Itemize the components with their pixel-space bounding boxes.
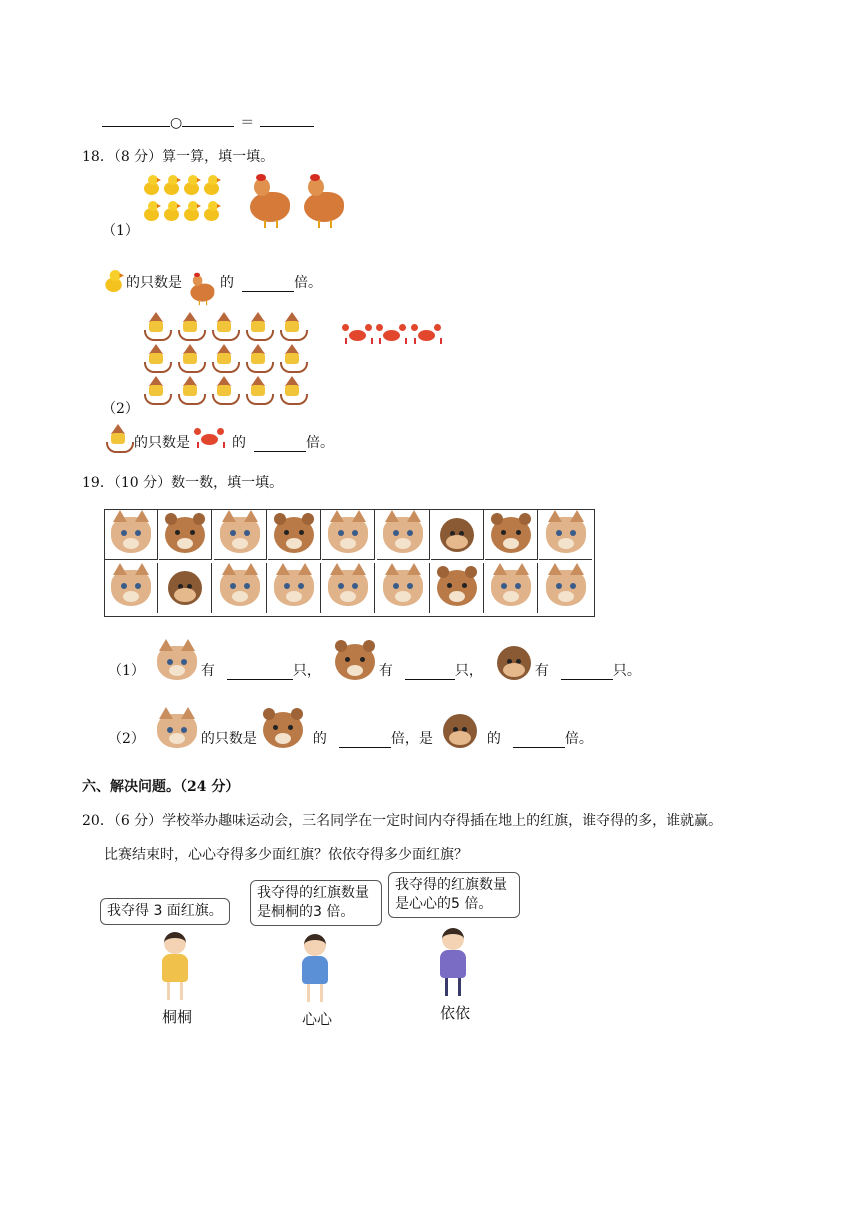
squid-icon [278, 312, 306, 340]
sentence-text: 倍。 [294, 275, 322, 291]
sentence-text: 倍，是 [390, 731, 433, 747]
squid-icon [176, 344, 204, 372]
chick-icon [182, 200, 200, 222]
answer-blank[interactable] [242, 277, 294, 292]
hen-icon [188, 274, 206, 292]
answer-blank[interactable] [405, 665, 455, 680]
blank[interactable] [182, 112, 234, 127]
chick-group [142, 174, 232, 222]
grid-cell [214, 510, 267, 560]
sentence-text: 倍。 [306, 435, 334, 451]
equals-sign: ＝ [240, 115, 255, 131]
grid-cell [377, 563, 430, 613]
crab-icon [194, 428, 224, 448]
grid-cell [431, 510, 484, 560]
part-label: （2） [102, 401, 139, 417]
chick-icon [103, 269, 123, 293]
cat-icon [383, 570, 423, 606]
cat-icon [328, 570, 368, 606]
question-number: 19． [82, 475, 114, 491]
speech-bubble-xinxin: 我夺得的红旗数量是桐桐的3 倍。 [250, 880, 382, 926]
sentence-text: 有 [200, 663, 215, 679]
question-number: 18． [82, 149, 114, 165]
q18-p1-sentence [104, 262, 322, 292]
squid-icon [278, 376, 306, 404]
squid-icon [176, 376, 204, 404]
sentence-text: 的只数是 [134, 435, 190, 451]
bear-icon [491, 517, 531, 553]
answer-line-17 [102, 112, 314, 132]
grid-cell [105, 563, 158, 613]
q19-p2-sentence [108, 712, 593, 748]
bear-icon [335, 644, 375, 680]
cat-icon [157, 646, 197, 680]
cat-icon [220, 517, 260, 553]
chick-icon [202, 200, 220, 222]
question-20-line1 [82, 810, 722, 830]
sentence-text: 只， [292, 663, 321, 679]
grid-cell [268, 563, 321, 613]
girl-tongtong [156, 932, 196, 1028]
name-label: 心心 [301, 1010, 332, 1028]
name-label: 依依 [439, 1004, 470, 1022]
grid-cell [485, 563, 538, 613]
question-text: （10 分）数一数，填一填。 [113, 475, 284, 491]
sentence-text: 的 [486, 731, 501, 747]
cat-icon [328, 517, 368, 553]
answer-blank[interactable] [254, 437, 306, 452]
question-text: （8 分）算一算，填一填。 [113, 149, 275, 165]
squid-icon [142, 312, 170, 340]
answer-blank[interactable] [339, 733, 391, 748]
squid-icon [244, 312, 272, 340]
crab-group [342, 314, 441, 348]
girl-xinxin [296, 934, 336, 1030]
grid-cell [214, 563, 267, 613]
chick-icon [182, 174, 200, 196]
question-19-title [82, 472, 283, 492]
bear-icon [263, 712, 303, 748]
q18-p2-sentence [104, 424, 334, 452]
bear-icon [437, 570, 477, 606]
cat-icon [383, 517, 423, 553]
squid-icon [278, 344, 306, 372]
chick-icon [142, 200, 160, 222]
sentence-text: 的只数是 [200, 731, 257, 747]
sentence-text: 有 [534, 663, 549, 679]
squid-icon [210, 376, 238, 404]
part-label: （1） [102, 223, 139, 239]
squid-icon [244, 376, 272, 404]
sentence-text: 的 [232, 435, 246, 451]
monkey-icon [497, 646, 531, 680]
sentence-text: 只， [454, 663, 483, 679]
speech-bubble-yiyi: 我夺得的红旗数量是心心的5 倍。 [388, 872, 520, 918]
hen-icon [246, 176, 292, 228]
grid-cell [159, 563, 212, 613]
grid-cell [105, 510, 158, 560]
grid-cell [431, 563, 484, 613]
answer-blank[interactable] [513, 733, 565, 748]
grid-cell [322, 563, 375, 613]
animal-grid [104, 509, 595, 617]
grid-cell [539, 563, 592, 613]
monkey-icon [443, 714, 477, 748]
answer-blank[interactable] [561, 665, 613, 680]
cat-icon [111, 570, 151, 606]
sentence-text: 的 [312, 731, 327, 747]
monkey-icon [440, 518, 474, 552]
chick-icon [162, 200, 180, 222]
answer-blank[interactable] [227, 665, 293, 680]
cat-icon [157, 714, 197, 748]
grid-cell [539, 510, 592, 560]
squid-icon [210, 312, 238, 340]
cat-icon [220, 570, 260, 606]
chick-icon [142, 174, 160, 196]
squid-icon [142, 376, 170, 404]
grid-cell [485, 510, 538, 560]
grid-cell [377, 510, 430, 560]
cat-icon [491, 570, 531, 606]
crab-icon [342, 324, 372, 344]
squid-icon [142, 344, 170, 372]
q19-p1-sentence [108, 644, 641, 680]
part-label: （1） [108, 663, 145, 679]
sentence-text: 倍。 [564, 731, 593, 747]
squid-icon [244, 344, 272, 372]
sentence-text: 有 [378, 663, 393, 679]
squid-group [142, 312, 306, 404]
chick-icon [202, 174, 220, 196]
question-20-line2: 比赛结束时，心心夺得多少面红旗？依依夺得多少面红旗？ [104, 847, 468, 863]
girl-yiyi [434, 928, 474, 1024]
squid-icon [210, 344, 238, 372]
crab-icon [411, 324, 441, 344]
grid-cell [268, 510, 321, 560]
question-text: （6 分）学校举办趣味运动会，三名同学在一定时间内夺得插在地上的红旗，谁夺得的多，谁就赢。 [113, 813, 723, 829]
section-title: 六、解决问题。（24 分） [82, 779, 240, 795]
cat-icon [546, 570, 586, 606]
cat-icon [546, 517, 586, 553]
hen-group [246, 176, 346, 228]
question-number: 20． [82, 813, 114, 829]
cat-icon [111, 517, 151, 553]
blank[interactable] [260, 112, 314, 127]
speech-bubble-tongtong: 我夺得 3 面红旗。 [100, 898, 230, 925]
grid-cell [322, 510, 375, 560]
operator-circle: ○ [170, 115, 183, 131]
sentence-text: 的只数是 [126, 275, 182, 291]
monkey-icon [168, 571, 202, 605]
cat-icon [274, 570, 314, 606]
name-label: 桐桐 [161, 1008, 192, 1026]
crab-icon [376, 324, 406, 344]
sentence-text: 只。 [612, 663, 641, 679]
squid-icon [176, 312, 204, 340]
question-18-title [82, 146, 274, 166]
bear-icon [165, 517, 205, 553]
blank[interactable] [102, 112, 170, 127]
illustration [96, 870, 536, 1026]
sentence-text: 的 [220, 275, 234, 291]
chick-icon [162, 174, 180, 196]
grid-cell [159, 510, 212, 560]
bear-icon [274, 517, 314, 553]
part-label: （2） [108, 731, 145, 747]
squid-icon [104, 424, 132, 452]
hen-icon [300, 176, 346, 228]
